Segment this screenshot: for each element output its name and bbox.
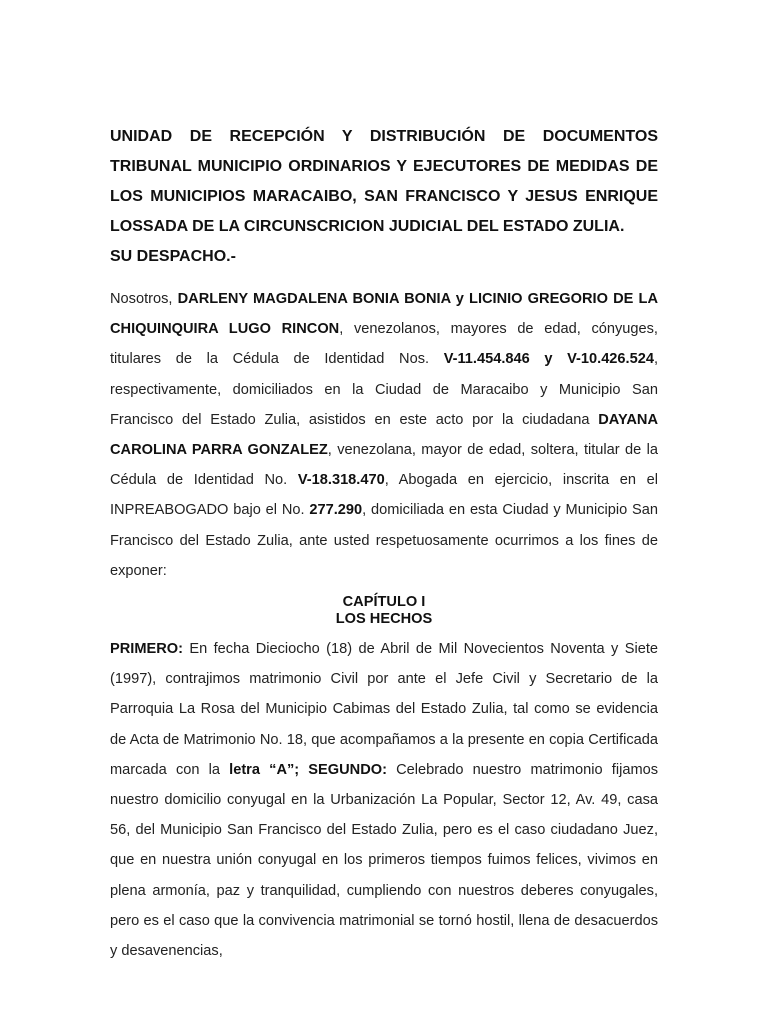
intro-text-2: , venezolanos, mayores de edad, cónyuges, titulares de la Cédula de Identidad Nos. <box>110 321 658 368</box>
lawyer-id: V-18.318.470 <box>297 472 385 489</box>
inpreabogado-number: 277.290 <box>309 502 363 519</box>
chapter-number: CAPÍTULO I <box>342 594 426 611</box>
addressee-header <box>110 122 658 242</box>
petitioners-ids: V-11.454.846 y V-10.426.524 <box>443 351 654 368</box>
header-line-4: LOSSADA DE LA CIRCUNSCRICION JUDICIAL DEL ESTADO ZULIA. <box>110 218 625 235</box>
intro-text-3: , respectivamente, domiciliados en la Ciudad de Maracaibo y Municipio San Francisco del Estado Zulia, asistidos en este acto por la ciudadana <box>110 351 659 428</box>
header-line-3: LOS MUNICIPIOS MARACAIBO, SAN FRANCISCO Y JESUS ENRIQUE <box>110 188 658 205</box>
intro-text-5: , Abogada en ejercicio, inscrita en el INPREABOGADO bajo el No. <box>110 472 658 519</box>
facts-text-2: Celebrado nuestro matrimonio fijamos nuestro domicilio conyugal en la Urbanización La Popular, Sector 12, Av. 49, casa 56, del Municipio San Francisco del Estado Zulia, pero es el caso ciudadano Juez, que en nuestra unión conyugal en los primeros tiempos fuimos felices, vivimos en plena armonía, paz y tranquilidad, cumpliendo con nuestros deberes conyugales, pero es el caso que la convivencia matrimonial se tornó hostil, llena de desacuerdos y desavenencias, <box>110 761 659 960</box>
intro-text-4: , venezolana, mayor de edad, soltera, titular de la Cédula de Identidad No. <box>110 442 658 489</box>
petitioners-names: DARLENY MAGDALENA BONIA BONIA y LICINIO GREGORIO DE LA CHIQUINQUIRA LUGO RINCON <box>110 291 658 338</box>
header-line-2: TRIBUNAL MUNICIPIO ORDINARIOS Y EJECUTORES DE MEDIDAS DE <box>110 158 658 175</box>
facts-text-1: En fecha Dieciocho (18) de Abril de Mil Novecientos Noventa y Siete (1997), contrajimos matrimonio Civil por ante el Jefe Civil y Secretario de la Parroquia La Rosa del Municipio Cabimas del Estado Zulia, tal como se evidencia de Acta de Matrimonio No. 18, que acompañamos a la presente en copia Certificada marcada con la <box>110 641 658 778</box>
facts-paragraph <box>110 634 658 966</box>
intro-paragraph <box>110 284 658 586</box>
primero-label: PRIMERO: <box>110 641 183 658</box>
intro-text-6: , domiciliada en esta Ciudad y Municipio San Francisco del Estado Zulia, ante usted respetuosamente ocurrimos a los fines de exponer: <box>110 502 658 579</box>
segundo-label: letra “A”; SEGUNDO: <box>229 761 387 778</box>
intro-text-1: Nosotros, <box>110 291 178 307</box>
chapter-heading <box>110 594 658 628</box>
lawyer-name: DAYANA CAROLINA PARRA GONZALEZ <box>110 411 658 459</box>
su-despacho: SU DESPACHO.- <box>110 248 236 265</box>
chapter-title: LOS HECHOS <box>335 611 433 628</box>
header-line-1: UNIDAD DE RECEPCIÓN Y DISTRIBUCIÓN DE DOCUMENTOS <box>110 128 658 145</box>
